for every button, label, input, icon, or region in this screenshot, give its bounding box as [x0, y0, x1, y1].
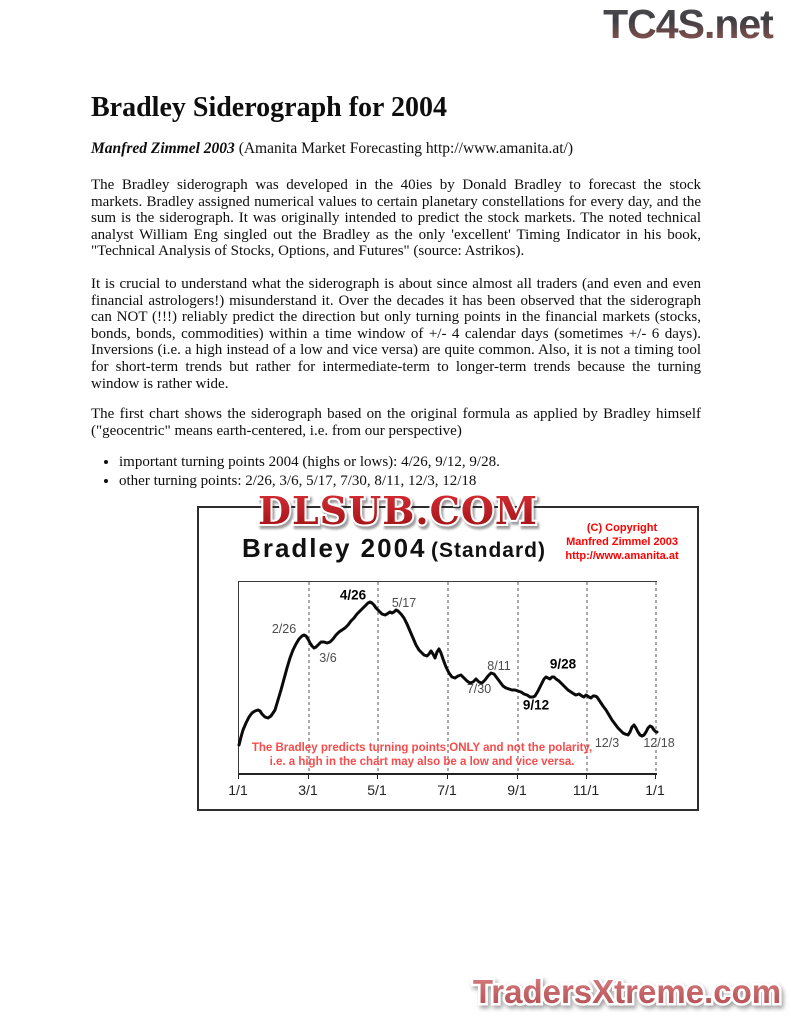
author-line: [91, 140, 731, 158]
turning-point-label: 5/17: [391, 596, 417, 610]
bradley-chart: [197, 488, 699, 811]
turning-points-list: [95, 454, 725, 491]
chart-copyright: [551, 521, 693, 563]
turning-point-label: 8/11: [487, 659, 511, 673]
x-axis-tick: [377, 774, 378, 779]
chart-title: [227, 533, 561, 564]
copyright-line: Manfred Zimmel 2003: [566, 536, 678, 548]
plot-area: [238, 581, 675, 775]
paragraph-chart-intro: The first chart shows the siderograph based on the original formula as applied by Bradley himself ("geocentric" means earth-centered, i.e. from our perspective): [91, 406, 701, 439]
bradley-curve: [239, 602, 657, 745]
page-title: Bradley Siderograph for 2004: [91, 92, 447, 123]
tradersxtreme-logo-text: TradersXtreme.com: [472, 973, 782, 1010]
dlsub-watermark[interactable]: [252, 489, 544, 535]
warning-text-line2: i.e. a high in the chart may also be a low and vice versa.: [269, 756, 575, 768]
list-item-important-turning-points: • important turning points 2004 (highs or lows): 4/26, 9/12, 9/28.: [119, 454, 725, 472]
turning-point-label: 4/26: [339, 587, 367, 603]
x-axis-tick-label: 11/1: [572, 782, 600, 798]
chart-title-sub: (Standard): [430, 539, 546, 562]
x-axis-tick-label: 7/1: [437, 782, 457, 798]
copyright-line: (C) Copyright: [586, 522, 658, 534]
tradersxtreme-logo[interactable]: [466, 964, 788, 1018]
turning-point-label: 7/30: [466, 682, 492, 696]
copyright-line: http://www.amanita.at: [565, 550, 679, 562]
turning-point-label: 3/6: [319, 651, 337, 665]
x-axis-tick-label: 9/1: [507, 782, 527, 798]
x-axis-tick: [655, 774, 656, 779]
turning-point-label: 12/3: [594, 736, 620, 750]
x-axis-tick: [586, 774, 587, 779]
turning-point-label: 9/28: [549, 656, 577, 672]
tc4s-logo-text: TC4S.net: [603, 1, 773, 47]
x-axis-tick: [238, 774, 239, 779]
x-axis-tick: [308, 774, 309, 779]
author-affiliation: (Amanita Market Forecasting http://www.amanita.at/): [234, 140, 573, 157]
x-axis-tick-label: 3/1: [298, 782, 318, 798]
turning-point-label: 2/26: [271, 622, 297, 636]
turning-point-label: 9/12: [522, 697, 550, 713]
x-axis-tick-label: 1/1: [645, 782, 665, 798]
author-name: Manfred Zimmel 2003: [91, 140, 235, 157]
dlsub-watermark-text: DLSUB.COM: [257, 488, 539, 533]
x-axis-tick-label: 1/1: [228, 782, 248, 798]
list-item-other-turning-points: • other turning points: 2/26, 3/6, 5/17, 7/30, 8/11, 12/3, 12/18: [119, 473, 725, 491]
paragraph-intro: The Bradley siderograph was developed in the 40ies by Donald Bradley to forecast the stock markets. Bradley assigned numerical values to certain planetary constellations for every day, and the sum is the siderograph. It was originally intended to predict the stock markets. The noted technical analyst William Eng singled out the Bradley as the only 'excellent' Timing Indicator in his book, "Technical Analysis of Stocks, Options, and Futures" (source: Astrikos).: [91, 177, 701, 260]
paragraph-explanation: It is crucial to understand what the siderograph is about since almost all traders (and even and even financial astrologers!) misunderstand it. Over the decades it has been observed that the siderograph can NOT (!!!) reliably predict the direction but only turning points in the financial markets (stocks, bonds, bonds, commodities) within a time window of +/- 4 calendar days (sometimes +/- 6 days). Inversions (i.e. a high instead of a low and vice versa) are quite common. Also, it is not a timing tool for short-term trends but rather for intermediate-term to longer-term trends because the turning window is rather wide.: [91, 276, 701, 392]
x-axis-tick: [447, 774, 448, 779]
chart-title-main: Bradley 2004: [242, 533, 427, 563]
x-axis-tick-label: 5/1: [367, 782, 387, 798]
turning-point-label: 12/18: [643, 736, 675, 750]
warning-text-line1: The Bradley predicts turning points ONLY and not the polarity,: [251, 742, 593, 754]
x-axis-tick: [517, 774, 518, 779]
tc4s-logo[interactable]: [588, 2, 788, 46]
